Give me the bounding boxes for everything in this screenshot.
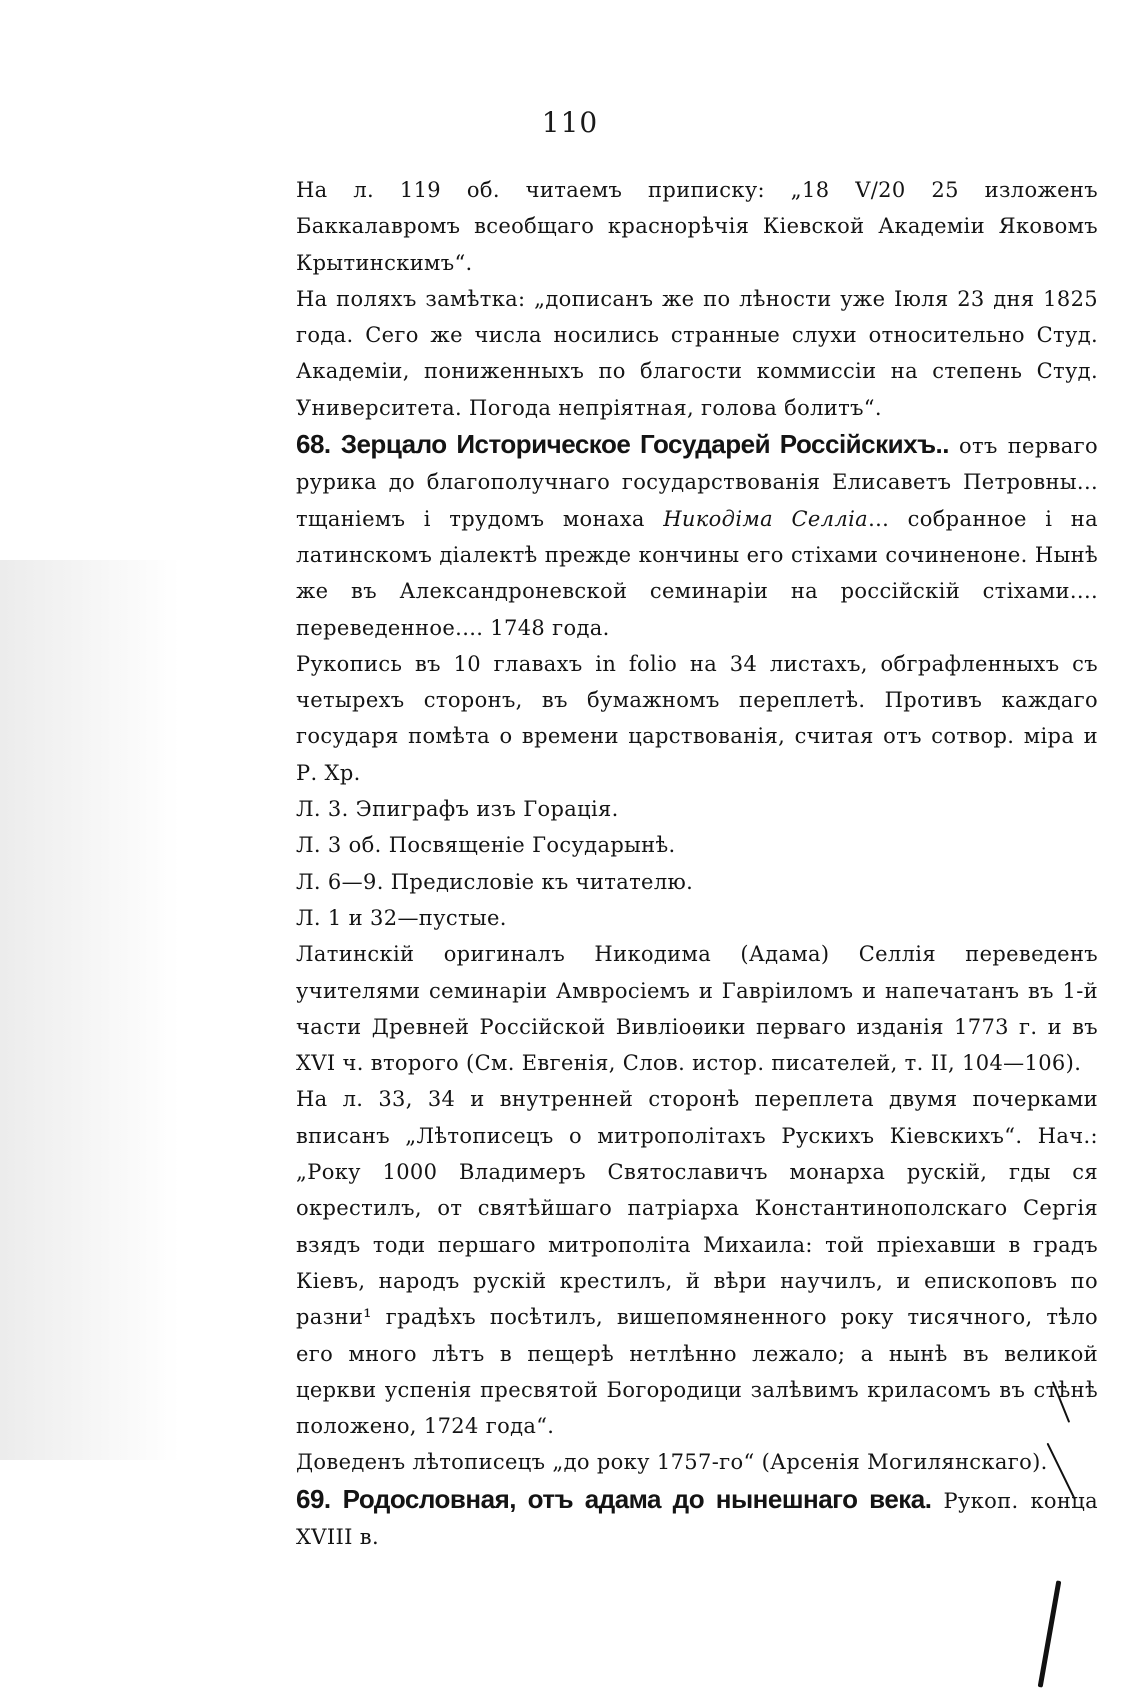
margin-pencil-mark [1038, 1580, 1062, 1687]
catalog-entry-69 [296, 1481, 1098, 1556]
scan-shadow [0, 560, 180, 1460]
entry-text-continued: ... собранное і на латинскомъ діалектѣ прежде кончины его стіхами сочиненоне. Нынѣ же въ Александроневской семинаріи на россійскій стіхами.... переведенное.... 1748 года. [296, 506, 1098, 640]
paragraph-chronicle: На л. 33, 34 и внутренней сторонѣ переплета двумя почерками вписанъ „Лѣтописецъ о митрополітахъ Рускихъ Кіевскихъ“. Нач.: „Року 1000 Владимеръ Святославичъ монарха рускій, гды ся окрестилъ, от святѣйшаго патріарха Константинополскаго Сергія взядъ тоди першаго митрополіта Михаила: той пріехавши в градъ Кіевъ, народъ рускій крестилъ, й вѣри научилъ, и епископовъ по разни¹ градѣхъ посѣтилъ, вишепомяненного року тисячного, тѣло его много лѣтъ в пещерѣ нетлѣнно лежало; а нынѣ въ великой церкви успенія пресвятой Богородици залѣвимъ криласомъ въ стѣнѣ положено, 1724 года“. [296, 1087, 1098, 1439]
entry-title: Родословная, отъ адама до нынешнаго века. [342, 1483, 932, 1514]
entry-author: Никодіма Селліа [663, 506, 869, 531]
entry-text: Рукоп. конца XVIII в. [296, 1488, 1098, 1549]
entry-number: 69. [296, 1483, 331, 1514]
paragraph-chronicle-end: Доведенъ лѣтописецъ „до року 1757-го“ (Арсенія Могилянскаго). [296, 1450, 1048, 1475]
folio-line-blank: Л. 1 и 32—пустые. [296, 905, 507, 930]
folio-line-preface: Л. 6—9. Предисловіе къ читателю. [296, 869, 694, 894]
page-number: 110 [541, 106, 599, 139]
paragraph-manuscript-description: Рукопись въ 10 главахъ in folio на 34 листахъ, обграфленныхъ съ четырехъ сторонъ, въ бумажномъ переплетѣ. Противъ каждаго государя помѣта о времени царствованія, считая отъ сотвор. міра и Р. Хр. [296, 651, 1098, 785]
folio-line-dedication: Л. 3 об. Посвященіе Государынѣ. [296, 833, 676, 858]
entry-title: Зерцало Историческое Государей Россійскихъ.. [340, 429, 949, 460]
entry-text: отъ перваго рурика до благополучнаго государствованія Елисаветъ Петровны... тщаніемъ і трудомъ монаха [296, 434, 1099, 531]
entry-number: 68. [296, 429, 331, 460]
paragraph-margin-note: На поляхъ замѣтка: „дописанъ же по лѣности уже Іюля 23 дня 1825 года. Сего же числа носились странные слухи относительно Студ. Академіи, пониженныхъ по благости коммиссіи на степень Студ. Университета. Погода непріятная, голова болитъ“. [296, 286, 1098, 420]
page-body [296, 172, 1098, 1555]
paragraph-latin-original: Латинскій оригиналъ Никодима (Адама) Селлія переведенъ учителями семинаріи Амвросіемъ и Гавріиломъ и напечатанъ въ 1-й части Древней Россійской Вивліоѳики перваго изданія 1773 г. и въ XVI ч. второго (См. Евгенія, Слов. истор. писателей, т. II, 104—106). [296, 942, 1098, 1076]
paragraph-colophon-note: На л. 119 об. читаемъ приписку: „18 V/20 25 изложенъ Баккалавромъ всеобщаго краснорѣчія Кіевской Академіи Яковомъ Крытинскимъ“. [296, 178, 1098, 275]
folio-line-epigraph: Л. 3. Эпиграфъ изъ Горація. [296, 797, 619, 822]
catalog-entry-68 [296, 426, 1098, 646]
